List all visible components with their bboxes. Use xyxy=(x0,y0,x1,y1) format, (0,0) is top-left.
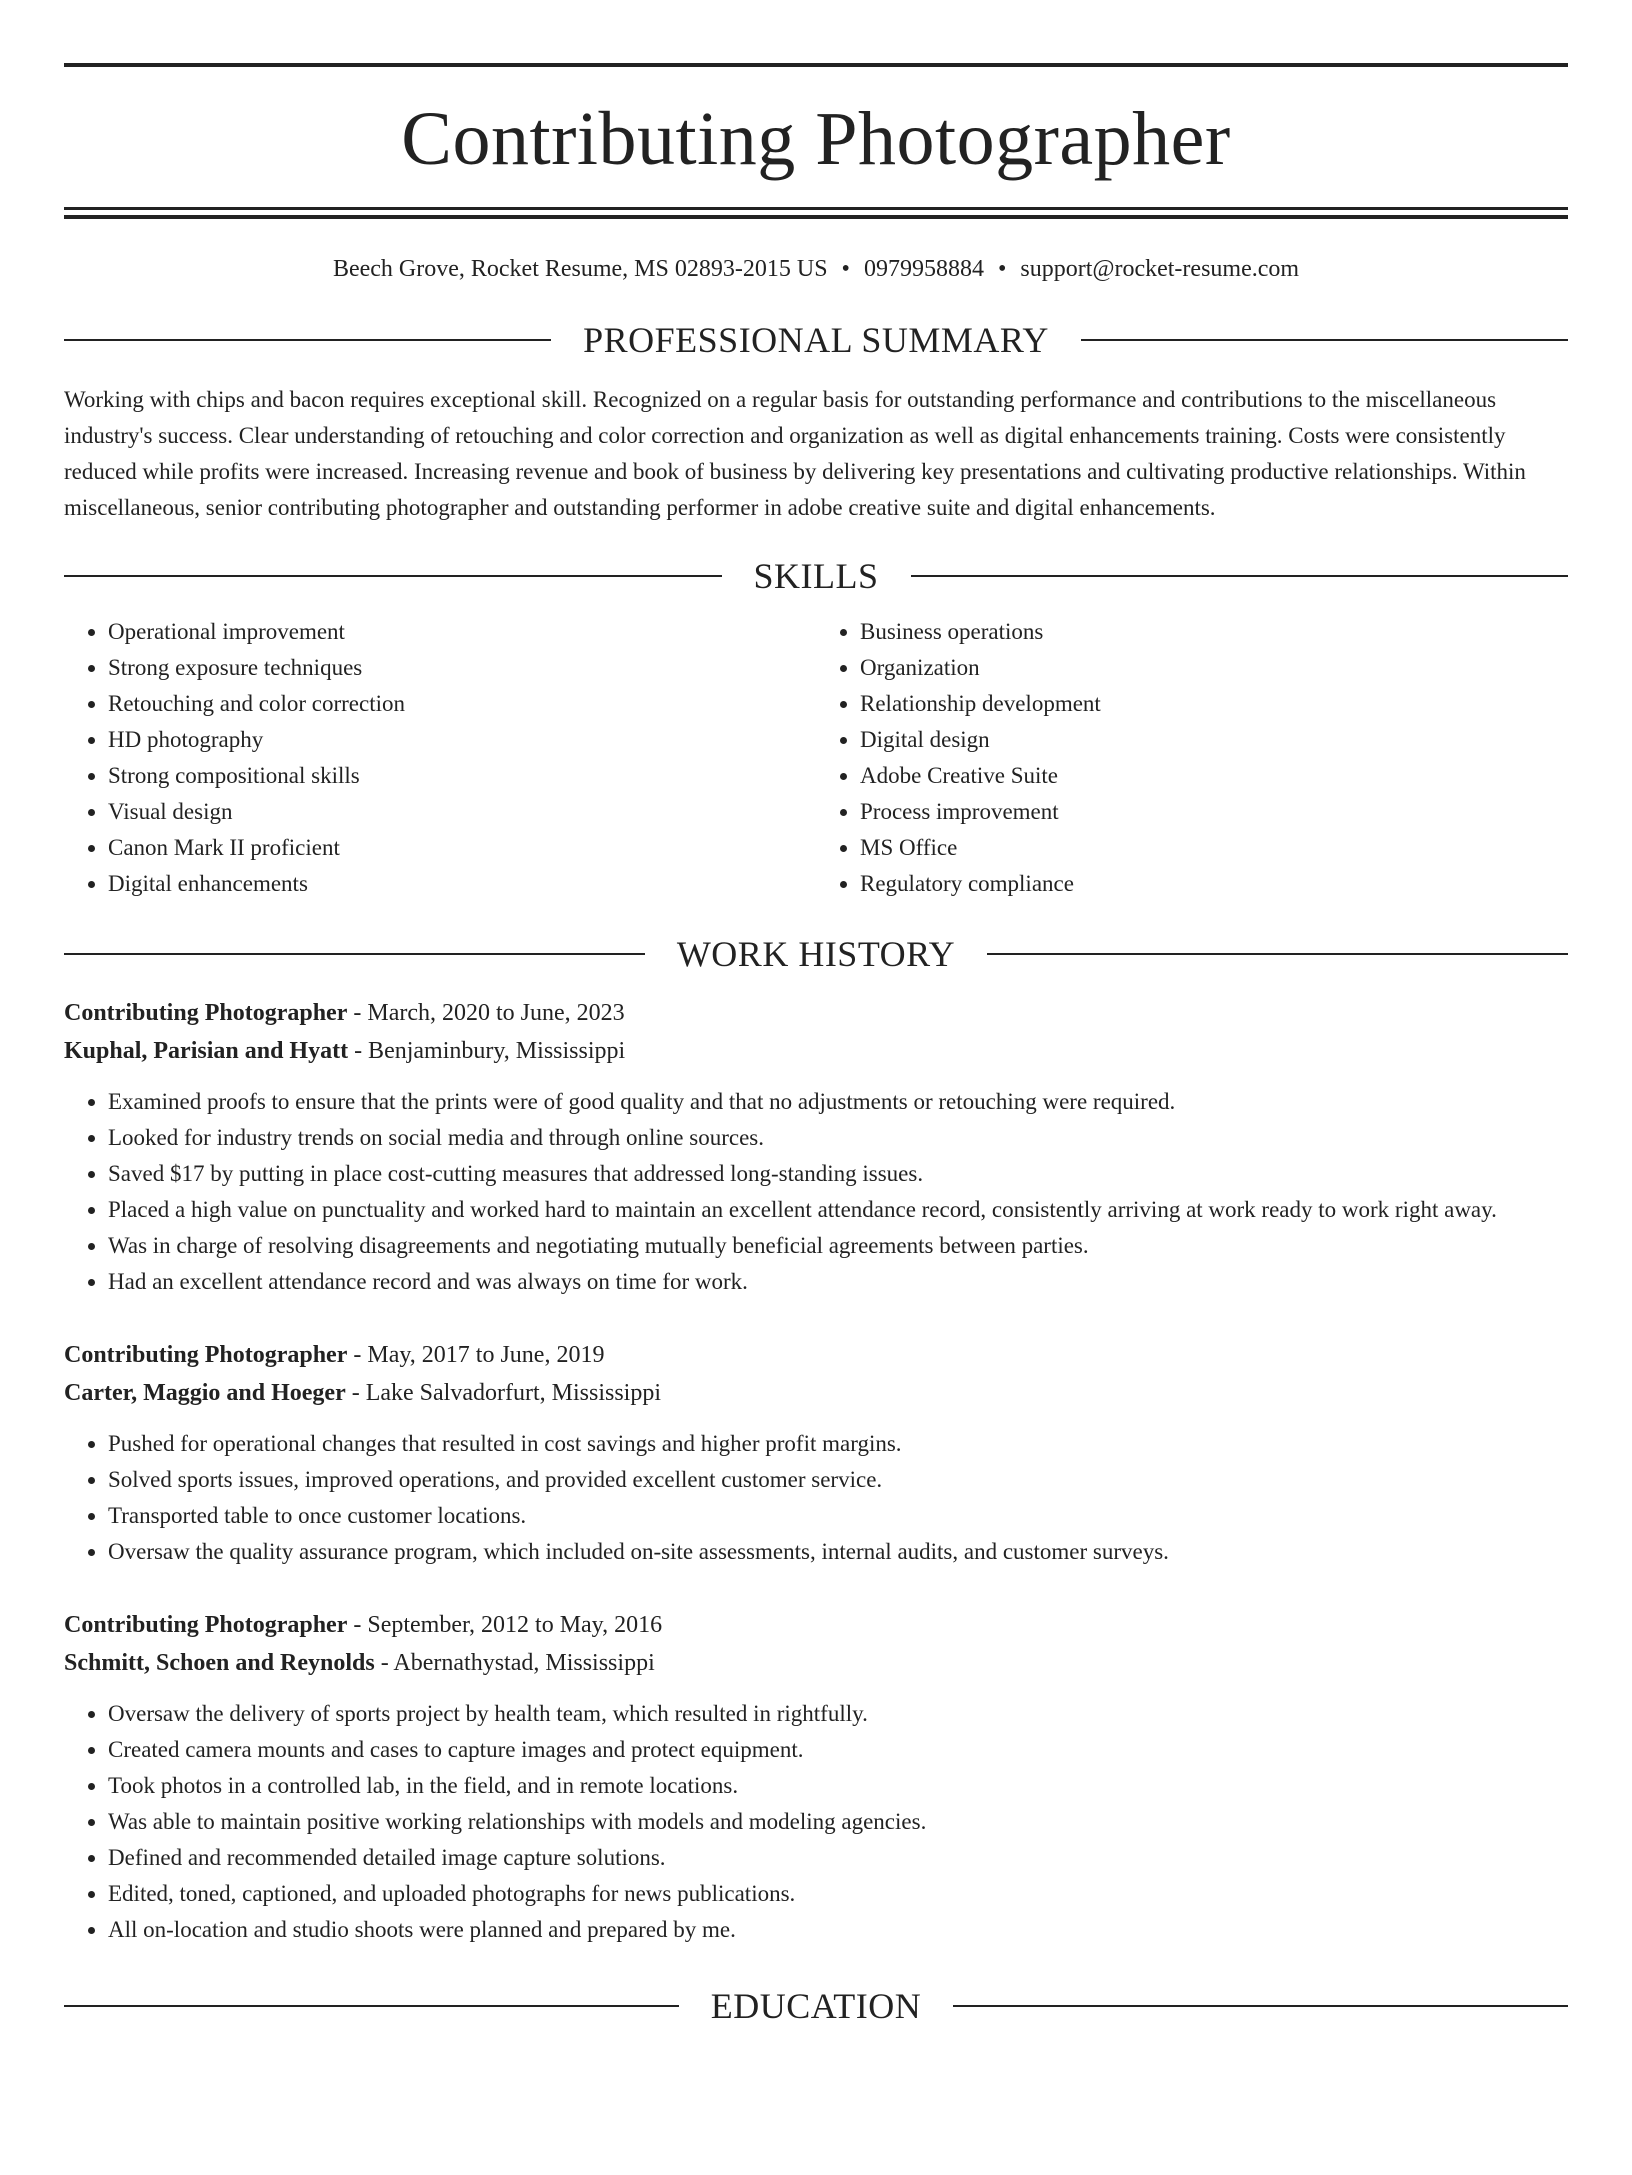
skill-item: • Adobe Creative Suite xyxy=(860,758,1568,794)
job-entry xyxy=(64,1336,1568,1570)
skill-item: • Visual design xyxy=(108,794,816,830)
section-rule-left xyxy=(64,953,645,955)
top-rule xyxy=(64,63,1568,67)
section-rule-right xyxy=(1081,339,1568,341)
skills-section-header xyxy=(64,555,1568,596)
summary-text: Working with chips and bacon requires exceptional skill. Recognized on a regular basis for outstanding performance and contributions to the miscellaneous industry's success. Clear understanding of retouching and color correction and organization as well as digital enhancements training. Costs were consistently reduced while profits were increased. Increasing revenue and book of business by delivering key presentations and cultivating productive relationships. Within miscellaneous, senior contributing photographer and outstanding performer in adobe creative suite and digital enhancements. xyxy=(64,386,1526,520)
job-entry xyxy=(64,994,1568,1300)
job-bullet: • Looked for industry trends on social media and through online sources. xyxy=(108,1120,1568,1156)
job-bullet: • Had an excellent attendance record and was always on time for work. xyxy=(108,1264,1568,1300)
job-bullet: • Created camera mounts and cases to capture images and protect equipment. xyxy=(108,1732,1568,1768)
job-bullet: • Edited, toned, captioned, and uploaded photographs for news publications. xyxy=(108,1876,1568,1912)
education-section-header xyxy=(64,1985,1568,2026)
skill-item: • HD photography xyxy=(108,722,816,758)
contact-separator: • xyxy=(841,256,850,282)
contact-line xyxy=(64,255,1568,284)
job-title-line xyxy=(64,1606,1568,1644)
skills-section-title: SKILLS xyxy=(753,555,879,596)
skill-item: • Business operations xyxy=(860,614,1568,650)
job-location: - Benjaminbury, Mississippi xyxy=(348,1037,626,1064)
job-bullet: • Was able to maintain positive working relationships with models and modeling agencies. xyxy=(108,1804,1568,1840)
contact-separator: • xyxy=(997,256,1007,282)
job-company: Kuphal, Parisian and Hyatt xyxy=(64,1037,349,1064)
job-title: Contributing Photographer xyxy=(64,1611,348,1638)
job-bullet: • Took photos in a controlled lab, in the field, and in remote locations. xyxy=(108,1768,1568,1804)
work-section-title: WORK HISTORY xyxy=(676,933,956,974)
skill-item: • Operational improvement xyxy=(108,614,816,650)
job-bullet: • Oversaw the delivery of sports project by health team, which resulted in rightfully. xyxy=(108,1696,1568,1732)
job-company-line xyxy=(64,1644,1568,1682)
job-title-line xyxy=(64,1336,1568,1374)
job-company: Carter, Maggio and Hoeger xyxy=(64,1379,346,1406)
job-company: Schmitt, Schoen and Reynolds xyxy=(64,1649,375,1676)
job-bullet: • Oversaw the quality assurance program, which included on-site assessments, internal audits, and customer surveys. xyxy=(108,1534,1568,1570)
contact-address: Beech Grove, Rocket Resume, MS 02893-2015 US xyxy=(332,256,828,282)
job-bullet: • Transported table to once customer locations. xyxy=(108,1498,1568,1534)
job-company-line xyxy=(64,1374,1568,1412)
job-bullets xyxy=(64,1426,1568,1570)
skills-list-left xyxy=(64,614,816,902)
job-bullet: • Pushed for operational changes that resulted in cost savings and higher profit margins. xyxy=(108,1426,1568,1462)
summary-section-header xyxy=(64,319,1568,360)
section-rule-left xyxy=(64,339,551,341)
section-rule-left xyxy=(64,575,722,577)
job-bullet: • Examined proofs to ensure that the prints were of good quality and that no adjustments or retouching were required. xyxy=(108,1084,1568,1120)
job-bullet: • All on-location and studio shoots were planned and prepared by me. xyxy=(108,1912,1568,1948)
job-dates: - September, 2012 to May, 2016 xyxy=(347,1611,663,1638)
job-title: Contributing Photographer xyxy=(64,999,348,1026)
work-history-list xyxy=(64,994,1568,1948)
contact-phone[interactable]: 0979958884 xyxy=(863,256,984,282)
skill-item: • Process improvement xyxy=(860,794,1568,830)
section-rule-right xyxy=(911,575,1569,577)
skills-list-right xyxy=(816,614,1568,902)
skill-item: • Digital enhancements xyxy=(108,866,816,902)
header-double-rule xyxy=(64,207,1568,219)
skill-item: • Organization xyxy=(860,650,1568,686)
job-bullet: • Saved $17 by putting in place cost-cutting measures that addressed long-standing issues. xyxy=(108,1156,1568,1192)
skill-item: • MS Office xyxy=(860,830,1568,866)
skill-item: • Digital design xyxy=(860,722,1568,758)
skill-item: • Retouching and color correction xyxy=(108,686,816,722)
job-bullet: • Was in charge of resolving disagreements and negotiating mutually beneficial agreements between parties. xyxy=(108,1228,1568,1264)
skill-item: • Strong exposure techniques xyxy=(108,650,816,686)
work-section-header xyxy=(64,933,1568,974)
job-location: - Lake Salvadorfurt, Mississippi xyxy=(345,1379,662,1406)
summary-section-title: PROFESSIONAL SUMMARY xyxy=(583,319,1049,360)
job-bullets xyxy=(64,1696,1568,1948)
education-section-title: EDUCATION xyxy=(710,1985,922,2026)
skill-item: • Regulatory compliance xyxy=(860,866,1568,902)
job-dates: - May, 2017 to June, 2019 xyxy=(347,1341,605,1368)
job-bullet: • Solved sports issues, improved operations, and provided excellent customer service. xyxy=(108,1462,1568,1498)
contact-email[interactable]: support@rocket-resume.com xyxy=(1020,256,1300,282)
section-rule-right xyxy=(953,2005,1568,2007)
job-company-line xyxy=(64,1032,1568,1070)
job-location: - Abernathystad, Mississippi xyxy=(374,1649,655,1676)
job-bullets xyxy=(64,1084,1568,1300)
skill-item: • Strong compositional skills xyxy=(108,758,816,794)
job-entry xyxy=(64,1606,1568,1948)
job-title: Contributing Photographer xyxy=(64,1341,348,1368)
job-dates: - March, 2020 to June, 2023 xyxy=(347,999,625,1026)
section-rule-right xyxy=(987,953,1568,955)
resume-name: Contributing Photographer xyxy=(401,97,1231,181)
resume-page xyxy=(0,63,1632,2175)
skill-item: • Relationship development xyxy=(860,686,1568,722)
section-rule-left xyxy=(64,2005,679,2007)
skills-grid xyxy=(64,614,1568,902)
job-bullet: • Placed a high value on punctuality and worked hard to maintain an excellent attendance record, consistently arriving at work ready to work right away. xyxy=(108,1192,1568,1228)
job-title-line xyxy=(64,994,1568,1032)
job-bullet: • Defined and recommended detailed image capture solutions. xyxy=(108,1840,1568,1876)
skill-item: • Canon Mark II proficient xyxy=(108,830,816,866)
